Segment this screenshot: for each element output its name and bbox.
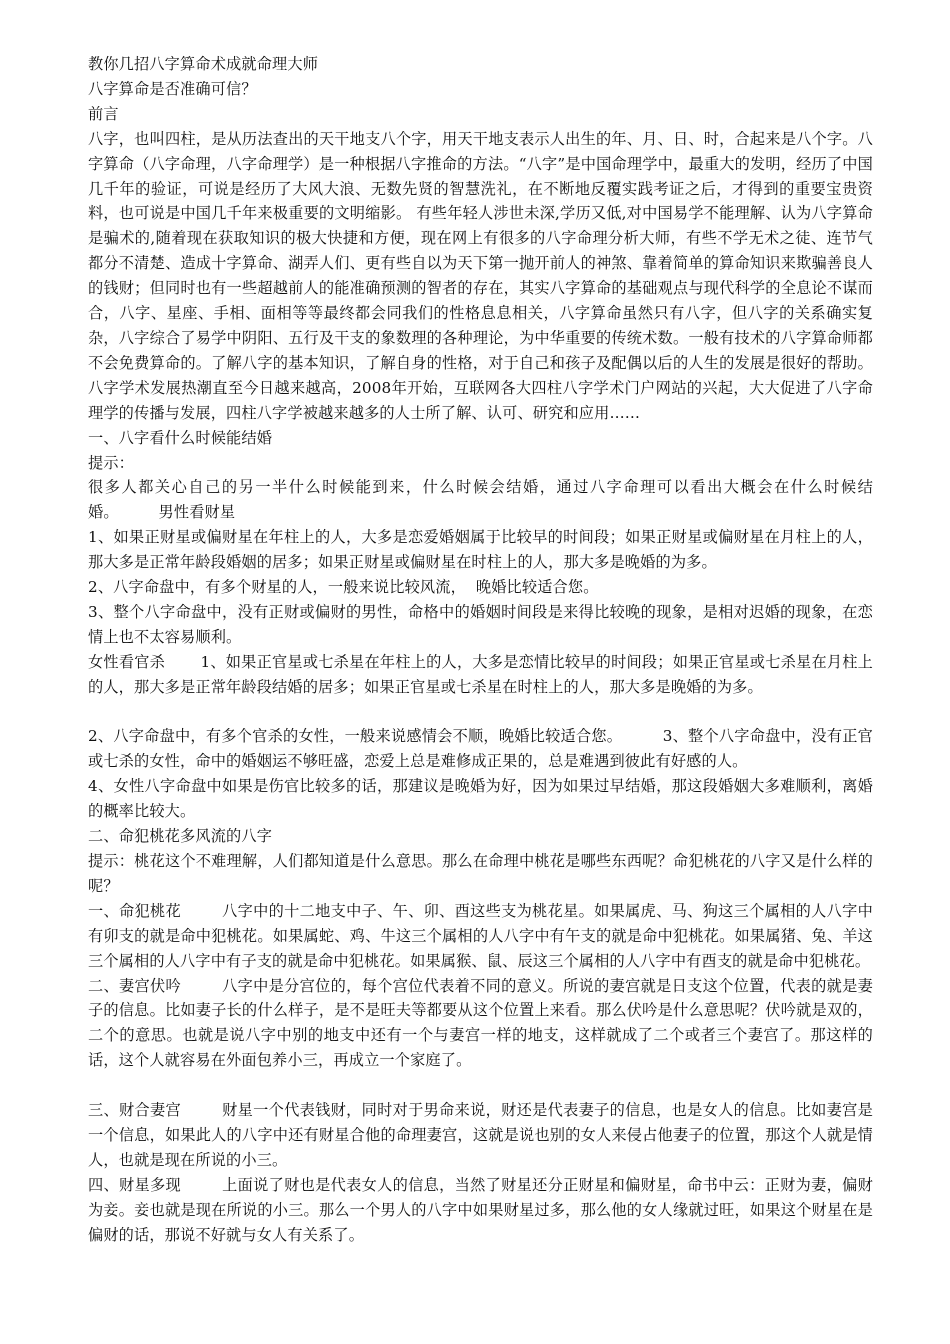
item-1-label: 一、命犯桃花 — [88, 901, 182, 920]
item-1-text: 八字中的十二地支中子、午、卯、酉这些支为桃花星。如果属虎、马、狗这三个属相的人八字中有卯支的就是命中犯桃花。如果属蛇、鸡、牛这三个属相的人八字中有午支的就是命中犯桃花。如果属猪、兔、羊这三个属相的人八字中有子支的就是命中犯桃花。如果属猴、鼠、辰这三个属相的人八字中有酉支的就是命中犯桃花。 — [88, 901, 873, 970]
male-point-1: 1、如果正财星或偏财星在年柱上的人，大多是恋爱婚姻属于比较早的时间段；如果正财星或偏财星在月柱上的人，那大多是正常年龄段婚姻的居多；如果正财星或偏财星在时柱上的人，那大多是晚婚的为多。 — [88, 528, 873, 572]
section-2-heading: 二、命犯桃花多风流的八字 — [88, 827, 273, 846]
document-title: 教你几招八字算命术成就命理大师 — [88, 55, 319, 73]
preface-heading: 前言 — [88, 104, 119, 123]
item-3-text: 财星一个代表钱财，同时对于男命来说，财还是代表妻子的信息，也是女人的信息。比如妻宫是一个信息，如果此人的八字中还有财星合他的命理妻宫，这就是说也别的女人来侵占他妻子的位置，那这个人就是情人，也就是现在所说的小三。 — [88, 1101, 873, 1169]
item-3-label: 三、财合妻宫 — [88, 1101, 182, 1120]
female-point-3: 3、整个八字命盘中，没有正官或七杀的女性，命中的婚姻运不够旺盛，恋爱上总是难修成正果的，总是难遇到彼此有好感的人。 — [88, 727, 874, 771]
document-subtitle: 八字算命是否准确可信？ — [88, 79, 257, 98]
female-point-1-paragraph — [88, 650, 873, 700]
item-2-label: 二、妻宫伏吟 — [88, 976, 182, 995]
male-wealth-star-label: 男性看财星 — [158, 503, 236, 522]
section-1-tip-paragraph — [88, 475, 873, 525]
section-1-tip-label: 提示： — [88, 453, 135, 472]
preface-paragraph: 八字，也叫四柱，是从历法查出的天干地支八个字，用天干地支表示人出生的年、月、日、时，合起来是八个字。八字算命（八字命理，八字命理学）是一种根据八字推命的方法。“八字”是中国命理学中，最重大的发明，经历了中国几千年的验证，可说是经历了大风大浪、无数先贤的智慧洗礼，在不断地反覆实践考证之后，才得到的重要宝贵资料，也可说是中国几千年来极重要的文明缩影。 有些年轻人涉世未深,学历又低,对中国易学不能理解、认为八字算命是骗术的,随着现在获取知识的极大快捷和方便，现在网上有很多的八字命理分析大师，有些不学无术之徒、连节气都分不清楚、造成十字算命、湖弄人们、更有些自以为天下第一抛开前人的神煞、靠着简单的算命知识来欺骗善良人的钱财；但同时也有一些超越前人的能准确预测的智者的存在，其实八字算命的基础观点与现代科学的全息论不谋而合，八字、星座、手相、面相等等最终都会同我们的性格息息相关，八字算命虽然只有八字，但八字的关系确实复杂，八字综合了易学中阴阳、五行及干支的象数理的各种理论，为中华重要的传统术数。一般有技术的八字算命师都不会免费算命的。了解八字的基本知识，了解自身的性格，对于自己和孩子及配偶以后的人生的发展是很好的帮助。 八字学术发展热潮直至今日越来越高，2008年开始，互联网各大四柱八字学术门户网站的兴起，大大促进了八字命理学的传播与发展，四柱八字学被越来越多的人士所了解、认可、研究和应用…… — [88, 129, 903, 422]
peach-blossom-item-4 — [88, 1173, 873, 1248]
peach-blossom-item-2 — [88, 974, 873, 1074]
female-point-1: 1、如果正官星或七杀星在年柱上的人，大多是恋情比较早的时间段；如果正官星或七杀星在月柱上的人，那大多是正常年龄段结婚的居多；如果正官星或七杀星在时柱上的人，那大多是晚婚的为多。 — [88, 652, 874, 696]
peach-blossom-item-1 — [88, 899, 873, 974]
item-4-text: 上面说了财也是代表女人的信息，当然了财星还分正财星和偏财星，命书中云：正财为妻，偏财为妾。妾也就是现在所说的小三。那么一个男人的八字中如果财星过多，那么他的女人缘就过旺，如果这个财星在是偏财的话，那说不好就与女人有关系了。 — [88, 1175, 873, 1244]
item-2-text: 八字中是分宫位的，每个宫位代表着不同的意义。所说的妻宫就是日支这个位置，代表的就是妻子的信息。比如妻子长的什么样子，是不是旺夫等都要从这个位置上来看。那么伏吟是什么意思呢？伏吟就是双的，二个的意思。也就是说八字中别的地支中还有一个与妻宫一样的地支，这样就成了二个或者三个妻宫了。那这样的话，这个人就容易在外面包养小三，再成立一个家庭了。 — [88, 976, 873, 1070]
male-point-2: 2、八字命盘中，有多个财星的人，一般来说比较风流， 晚婚比较适合您。 — [88, 578, 599, 597]
female-officer-star-label: 女性看官杀 — [88, 652, 166, 671]
female-points-2-3-paragraph — [88, 724, 873, 774]
section-1-tip-text: 很多人都关心自己的另一半什么时候能到来，什么时候会结婚，通过八字命理可以看出大概会在什么时候结婚。 — [88, 478, 873, 522]
blank-line — [88, 700, 873, 725]
female-point-2: 2、八字命盘中，有多个官杀的女性，一般来说感情会不顺，晚婚比较适合您。 — [88, 727, 623, 746]
peach-blossom-item-3 — [88, 1098, 873, 1173]
item-4-label: 四、财星多现 — [88, 1175, 182, 1194]
document-page — [88, 52, 903, 1247]
section-1-heading: 一、八字看什么时候能结婚 — [88, 428, 273, 447]
female-point-4: 4、女性八字命盘中如果是伤官比较多的话，那建议是晚婚为好，因为如果过早结婚，那这段婚姻大多难顺利，离婚的概率比较大。 — [88, 777, 873, 821]
section-2-tip: 提示：桃花这个不难理解，人们都知道是什么意思。那么在命理中桃花是哪些东西呢？命犯桃花的八字又是什么样的呢？ — [88, 851, 873, 895]
blank-line — [88, 1073, 873, 1098]
male-point-3: 3、整个八字命盘中，没有正财或偏财的男性，命格中的婚姻时间段是来得比较晚的现象，是相对迟婚的现象，在恋情上也不太容易顺利。 — [88, 602, 873, 646]
